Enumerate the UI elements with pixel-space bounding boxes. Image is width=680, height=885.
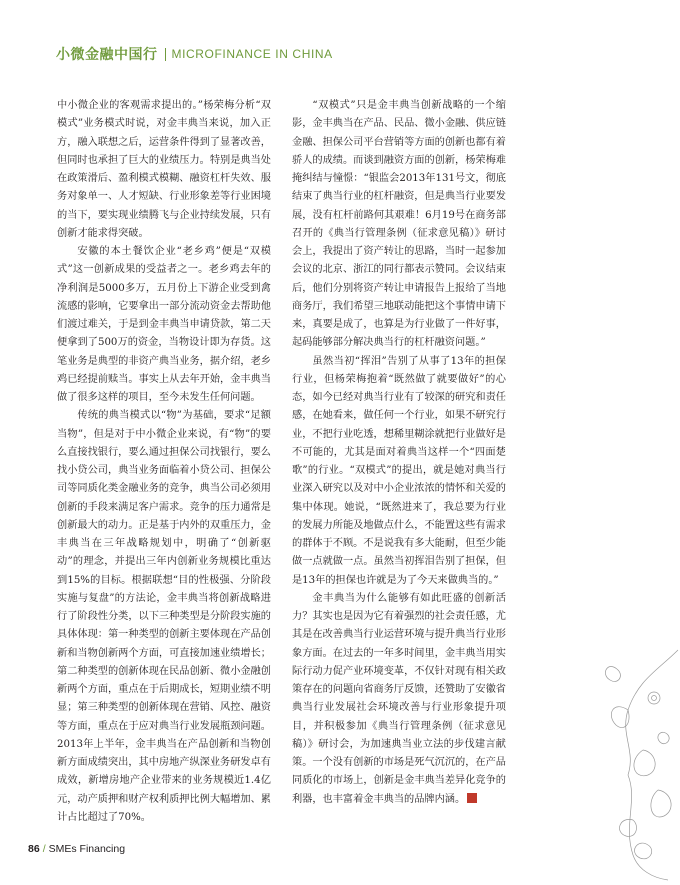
page-footer	[28, 843, 125, 855]
page-number: 86	[28, 843, 40, 855]
paragraph: “双模式”只是金丰典当创新战略的一个缩影，金丰典当在产品、民品、微小金融、供应链金融、担保公司平台营销等方面的创新也都有着骄人的成绩。而谈到融资方面的创新，杨荣梅难掩纠结与憧憬：“银监会2013年131号文，彻底结束了典当行业的杠杆融资，但是典当行业要发展，没有杠杆前路何其艰难！6月19号在商务部召开的《典当行管理条例（征求意见稿）》研讨会上，我提出了资产转让的思路，当时一起参加会议的北京、浙江的同行都表示赞同。会议结束后，他们分别将资产转让申请报告上报给了当地商务厅，我们希望三地联动能把这个事情申请下来，真要是成了，也算是为行业做了一件好事，起码能够部分解决典当行的杠杆融资问题。”	[292, 100, 506, 349]
paragraph: 中小微企业的客观需求提出的。”杨荣梅分析“双模式”业务模式时说，对金丰典当来说，加入正方，融入联想之后，运营条件得到了显著改善，但同时也承担了巨大的业绩压力。特别是典当处在政策滑后、盈利模式模糊、融资杠杆失效、服务对象单一、人才短缺、行业形象差等行业困境的当下，要实现业绩腾飞与企业持续发展，只有创新才能求得突破。	[57, 100, 271, 239]
paragraph	[292, 590, 506, 809]
paragraph-text: 金丰典当为什么能够有如此旺盛的创新活力？其实也是因为它有着强烈的社会责任感，尤其是在改善典当行业运营环境与提升典当行业形象方面。在过去的一年多时间里，金丰典当用实际行动力促产业环境变革，不仅针对现有相关政策存在的问题向省商务厅反馈，还赞助了安徽省典当行业发展社会环境改善与行业形象提升项目，并积极参加《典当行管理条例（征求意见稿）》研讨会，为加速典当业立法的步伐建言献策。一个没有创新的市场是死气沉沉的，在产品同质化的市场上，创新是金丰典当差异化竞争的利器，也丰富着金丰典当的品牌内涵。	[292, 592, 506, 805]
footer-slash: /	[42, 843, 46, 855]
header-divider	[165, 48, 166, 61]
end-of-article-mark	[467, 793, 477, 803]
header-title-cn: 小微金融中国行	[56, 47, 158, 63]
paragraph: 虽然当初“挥泪”告别了从事了13年的担保行业，但杨荣梅抱着“既然做了就要做好”的心态，如今已经对典当行业有了较深的研究和责任感，在她看来，做任何一个行业，如果不研究行业，不把行业吃透，想稀里糊涂就把行业做好是不可能的，尤其是面对着典当这样一个“四面楚歌”的行业。“双模式”的提出，就是她对典当行业深入研究以及对中小企业浓浓的情怀和关爱的集中体现。她说，“既然进来了，我总要为行业的发展力所能及地做点什么，不能置这些有需求的群体于不顾。不是说我有多大能耐，但至少能做一点就做一点。虽然当初挥泪告别了担保，但是13年的担保也许就是为了今天来做典当的。”	[292, 355, 506, 586]
paragraph: 传统的典当模式以“物”为基础，要求“足额当物”，但是对于中小微企业来说，有“物”的要么直接找银行，要么通过担保公司找银行，要么找小贷公司，典当业务面临着小贷公司、担保公司等同质化类金融业务的竞争，典当公司必须用创新的手段来满足客户需求。竞争的压力通常是创新最大的动力。正是基于内外的双重压力，金丰典当在三年战略规划中，明确了“创新驱动”的理念，并提出三年内创新业务规模比重达到15%的目标。根据联想“目的性极强、分阶段实施与复盘”的方法论，金丰典当将创新战略进行了阶段性分类，以下三种类型是分阶段实施的具体体现：第一种类型的创新主要体现在产品创新和当物创新两个方面，可直接加速业绩增长；第二种类型的创新体现在民品创新、微小金融创新两个方面，重点在于后期成长，短期业绩不明显；第三种类型的创新体现在营销、风控、融资等方面，重点在于应对典当行业发展瓶颈问题。2013年上半年，金丰典当在产品创新和当物创新方面成绩突出，其中房地产纵深业务研发卓有成效，新增房地产企业带来的业务规模近1.4亿元，动产质押和财产权利质押比例大幅增加、累计占比超过了70%。	[57, 410, 271, 823]
article-left-column	[57, 97, 271, 827]
floral-line-illustration	[598, 640, 680, 885]
article-right-column	[292, 97, 506, 809]
paragraph: 安徽的本土餐饮企业“老乡鸡”便是“双模式”这一创新成果的受益者之一。老乡鸡去年的净利润是5000多万，五月份上下游企业受到禽流感的影响，它要拿出一部分流动资金去帮助他们渡过难关，于是到金丰典当申请贷款，第二天便拿到了500万的资金，当物设计即为存货。这笔业务是典型的非资产典当业务，据介绍，老乡鸡已经提前赎当。事实上从去年开始，金丰典当做了很多这样的项目，至今未发生任何问题。	[57, 246, 271, 403]
page-header	[56, 42, 333, 66]
header-title-en: MICROFINANCE IN CHINA	[171, 47, 333, 61]
magazine-name: SMEs Financing	[48, 843, 126, 855]
